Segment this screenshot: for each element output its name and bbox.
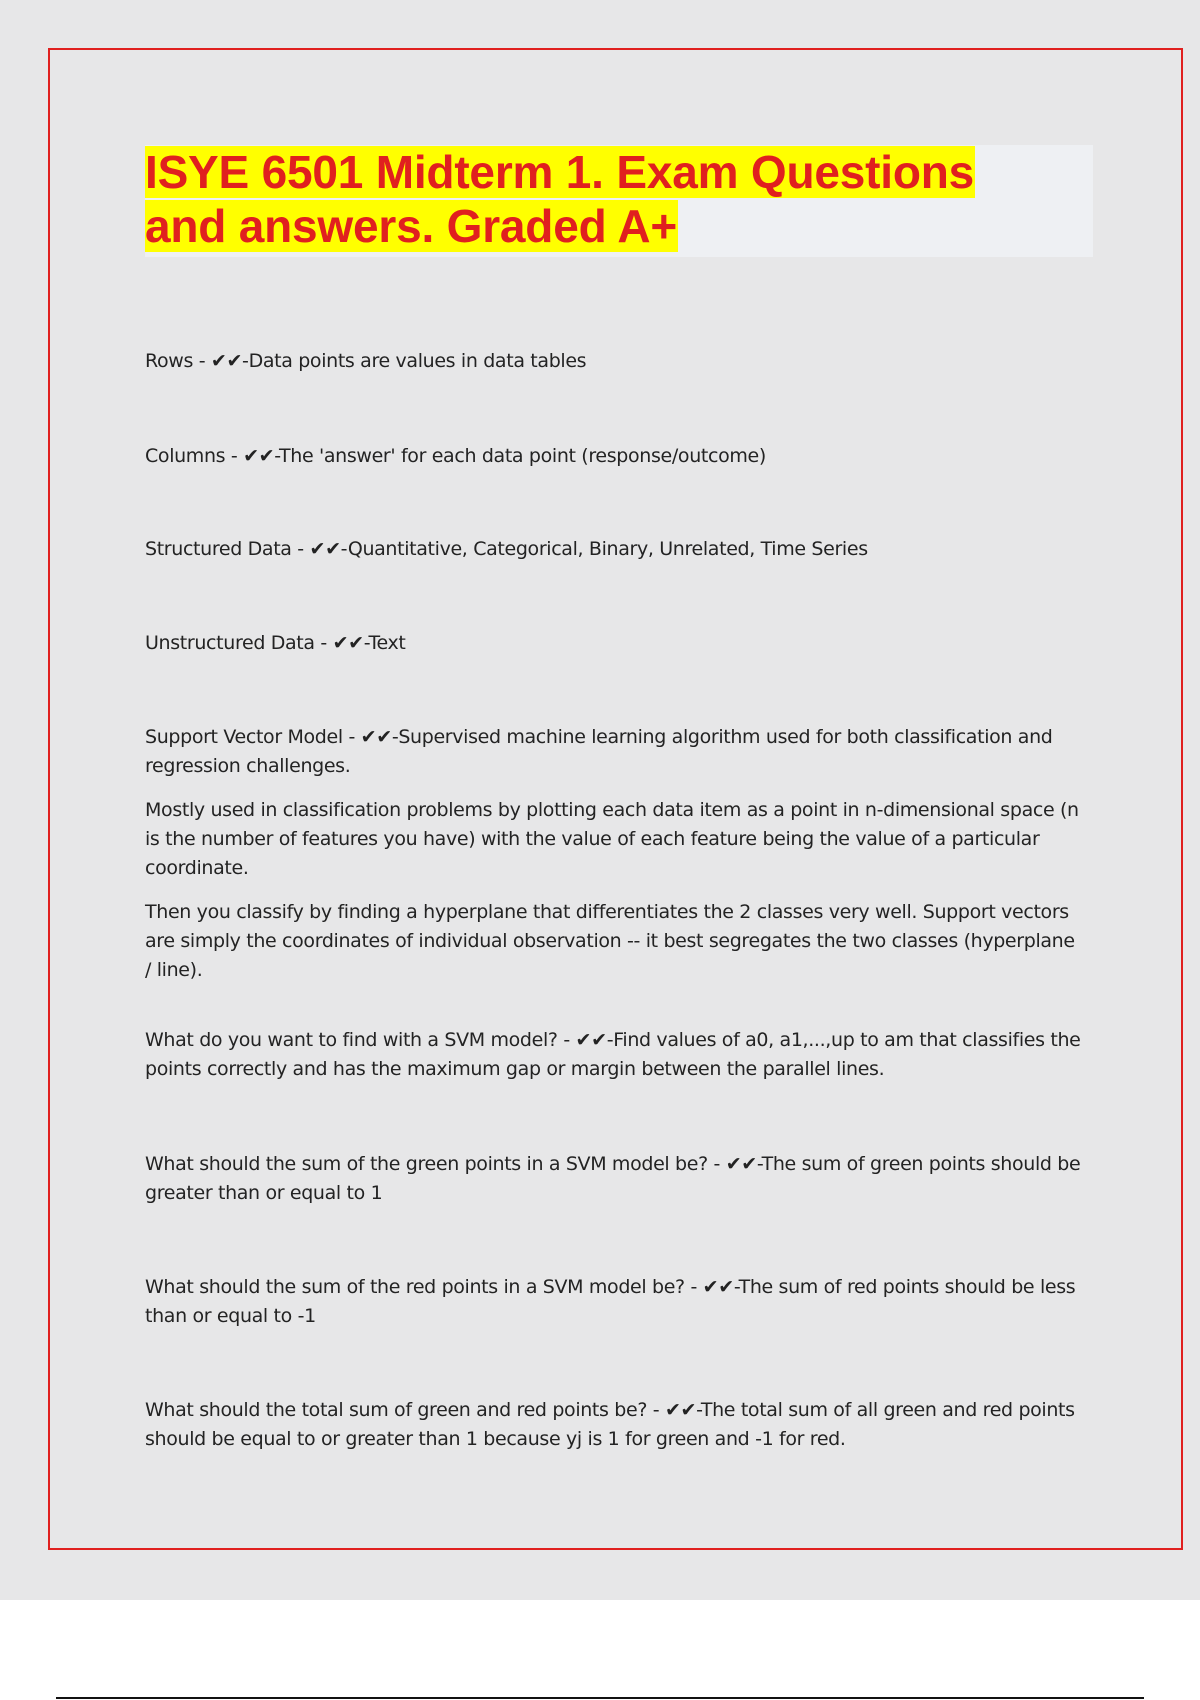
double-check-icon: ✔✔ [702, 1276, 734, 1298]
qa-entry [145, 723, 1085, 1000]
qa-separator-dash: - [756, 1153, 762, 1175]
qa-answer-text: Then you classify by finding a hyperplane that differentiates the 2 classes very well. Support vectors are simply the coordinates of individual observation -- it best segregates the two classes (hyperplane / line). [145, 901, 1075, 981]
qa-entry [145, 347, 1085, 391]
qa-separator: - [314, 632, 333, 654]
qa-term: What should the sum of the red points in a SVM model be? [145, 1276, 685, 1298]
qa-entry-first-paragraph [145, 629, 1085, 658]
qa-separator-dash: - [733, 1276, 739, 1298]
qa-answer-text: Data points are values in data tables [248, 350, 587, 372]
double-check-icon: ✔✔ [664, 1399, 697, 1421]
qa-entry-first-paragraph [145, 1396, 1085, 1454]
double-check-icon: ✔✔ [210, 350, 243, 372]
qa-separator: - [291, 538, 310, 560]
qa-answer-text: The sum of green points should be greater than or equal to 1 [145, 1153, 1081, 1204]
qa-term: Rows [145, 350, 194, 372]
qa-entry [145, 629, 1085, 673]
qa-term: What do you want to find with a SVM model? [145, 1029, 558, 1051]
qa-answer-text: Find values of a0, a1,...,up to am that classifies the points correctly and has the maximum gap or margin between the parallel lines. [145, 1029, 1081, 1080]
qa-separator-dash: - [274, 445, 280, 467]
qa-entry-first-paragraph [145, 442, 1085, 471]
qa-entry-first-paragraph [145, 1150, 1085, 1208]
qa-separator-dash: - [696, 1399, 701, 1421]
qa-entry-paragraph [145, 796, 1085, 883]
qa-term: What should the total sum of green and red points be? [145, 1399, 648, 1421]
qa-entry-first-paragraph [145, 1273, 1085, 1331]
qa-answer-text: The total sum of all green and red points should be equal to or greater than 1 because yj is 1 for green and -1 for red. [145, 1399, 1075, 1450]
qa-answer-text: Text [368, 632, 406, 654]
qa-answer-text: The 'answer' for each data point (response/outcome) [279, 445, 766, 467]
qa-answer-text: Quantitative, Categorical, Binary, Unrelated, Time Series [347, 538, 868, 560]
qa-entry-first-paragraph [145, 723, 1085, 781]
qa-term: Columns [145, 445, 226, 467]
title-line-1: ISYE 6501 Midterm 1. Exam Questions [145, 146, 974, 198]
qa-entry-first-paragraph [145, 535, 1085, 564]
qa-term: What should the sum of the green points in a SVM model be? [145, 1153, 708, 1175]
qa-separator: - [557, 1029, 576, 1051]
double-check-icon: ✔✔ [332, 632, 364, 654]
double-check-icon: ✔✔ [360, 726, 392, 748]
qa-entry [145, 1026, 1085, 1099]
qa-entry [145, 1150, 1085, 1223]
qa-separator-dash: - [391, 726, 399, 748]
qa-entry [145, 1273, 1085, 1346]
qa-entry-first-paragraph [145, 347, 1085, 376]
qa-separator: - [342, 726, 361, 748]
qa-separator: - [684, 1276, 703, 1298]
qa-separator-dash: - [363, 632, 369, 654]
qa-separator: - [225, 445, 244, 467]
footer-divider [56, 1697, 1144, 1699]
qa-entry [145, 442, 1085, 486]
qa-answer-text: Mostly used in classification problems by plotting each data item as a point in n-dimensional space (n is the number of features you have) with the value of each feature being the value of a particular coordinate. [145, 799, 1079, 879]
qa-separator-dash: - [606, 1029, 614, 1051]
qa-separator: - [647, 1399, 665, 1421]
qa-term: Unstructured Data [145, 632, 315, 654]
title-block [145, 145, 1093, 257]
qa-answer-text: The sum of red points should be less than or equal to -1 [145, 1276, 1076, 1327]
double-check-icon: ✔✔ [243, 445, 275, 467]
document-title [145, 145, 1093, 253]
qa-entry [145, 535, 1085, 579]
title-line-2: and answers. Graded A+ [145, 200, 678, 252]
qa-separator-dash: - [340, 538, 348, 560]
qa-term: Structured Data [145, 538, 292, 560]
qa-answer-text: Supervised machine learning algorithm used for both classification and regression challenges. [145, 726, 1053, 777]
double-check-icon: ✔✔ [725, 1153, 757, 1175]
qa-entry [145, 1396, 1085, 1469]
qa-term: Support Vector Model [145, 726, 343, 748]
qa-separator: - [707, 1153, 726, 1175]
qa-entry-paragraph [145, 898, 1085, 985]
qa-separator: - [193, 350, 211, 372]
double-check-icon: ✔✔ [309, 538, 341, 560]
qa-separator-dash: - [242, 350, 249, 372]
double-check-icon: ✔✔ [575, 1029, 607, 1051]
qa-entry-first-paragraph [145, 1026, 1085, 1084]
